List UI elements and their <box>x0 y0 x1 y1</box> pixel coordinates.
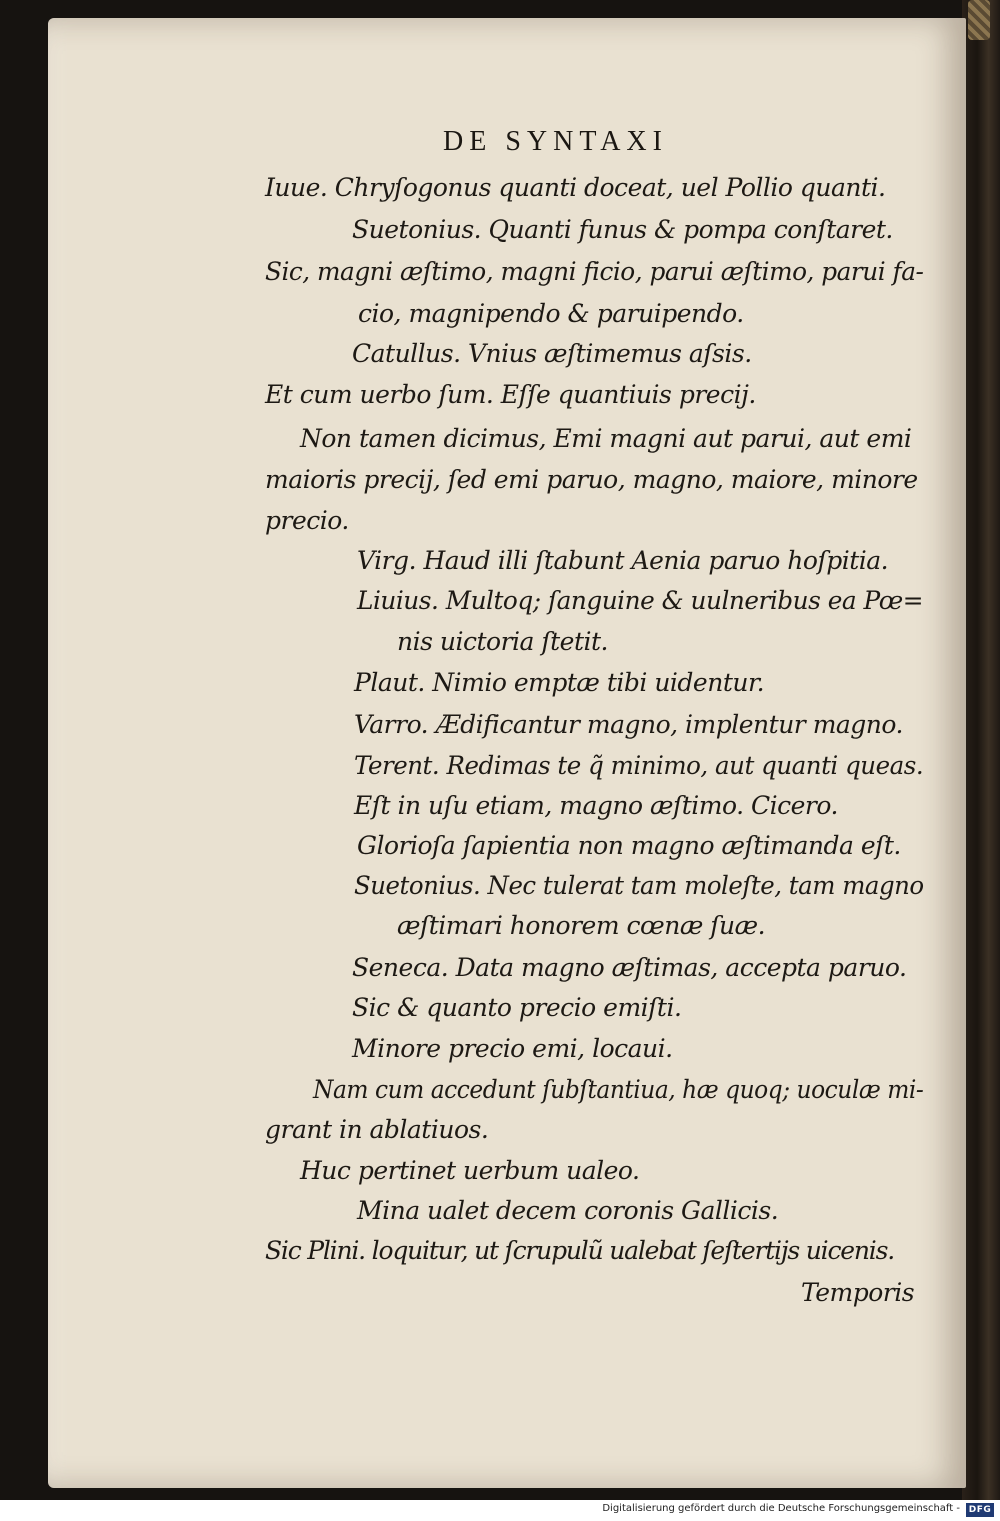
binding-thread <box>968 0 990 40</box>
book-binding-edge <box>962 0 1000 1500</box>
text-line: Suetonius. Nec tulerat tam moleſte, tam magno <box>354 871 924 900</box>
text-line: Sic Plini. loquitur, ut ſcrupulũ ualebat ſeſtertijs uicenis. <box>265 1236 894 1265</box>
text-line: Iuue. Chryſogonus quanti doceat, uel Pollio quanti. <box>265 173 886 202</box>
text-line: precio. <box>265 506 349 535</box>
running-head: DE SYNTAXI <box>443 126 668 157</box>
text-line: Terent. Redimas te q̃ minimo, aut quanti queas. <box>354 751 924 780</box>
text-line: cio, magnipendo & paruipendo. <box>358 299 744 328</box>
text-line: Non tamen dicimus, Emi magni aut parui, aut emi <box>300 424 912 453</box>
text-line: Virg. Haud illi ſtabunt Aenia paruo hoſpitia. <box>357 546 889 575</box>
text-line: æſtimari honorem cœnæ ſuæ. <box>397 911 766 940</box>
text-line: maioris precij, ſed emi paruo, magno, maiore, minore <box>265 465 918 494</box>
text-line: Seneca. Data magno æſtimas, accepta paruo. <box>352 953 907 982</box>
page-text <box>48 18 966 1488</box>
catchword: Temporis <box>801 1278 915 1307</box>
text-line: Sic & quanto precio emiſti. <box>352 993 682 1022</box>
text-line: Glorioſa ſapientia non magno æſtimanda eſt. <box>357 831 901 860</box>
text-line: Nam cum accedunt ſubſtantiua, hæ quoq; uoculæ mi- <box>313 1075 924 1104</box>
text-line: Eſt in uſu etiam, magno æſtimo. Cicero. <box>354 791 838 820</box>
text-line: Huc pertinet uerbum ualeo. <box>300 1156 640 1185</box>
text-line: Minore precio emi, locaui. <box>352 1034 673 1063</box>
text-line: Sic, magni æſtimo, magni ficio, parui æſtimo, parui fa- <box>265 257 924 286</box>
dfg-logo: DFG <box>966 1503 994 1517</box>
digitization-footer <box>0 1500 1000 1521</box>
text-line: Et cum uerbo ſum. Eſſe quantiuis precij. <box>265 380 756 409</box>
text-line: Liuius. Multoq; ſanguine & uulneribus ea Pœ= <box>357 586 924 615</box>
text-line: Plaut. Nimio emptæ tibi uidentur. <box>354 668 765 697</box>
text-line: Varro. Ædificantur magno, implentur magno. <box>354 710 903 739</box>
text-line: nis uictoria ſtetit. <box>397 627 608 656</box>
text-line: Catullus. Vnius æſtimemus aſsis. <box>352 339 752 368</box>
text-line: Suetonius. Quanti funus & pompa conſtaret. <box>352 215 893 244</box>
text-line: Mina ualet decem coronis Gallicis. <box>357 1196 779 1225</box>
text-line: grant in ablatiuos. <box>265 1115 489 1144</box>
footer-credit: Digitalisierung gefördert durch die Deutsche Forschungsgemeinschaft - <box>602 1503 960 1514</box>
